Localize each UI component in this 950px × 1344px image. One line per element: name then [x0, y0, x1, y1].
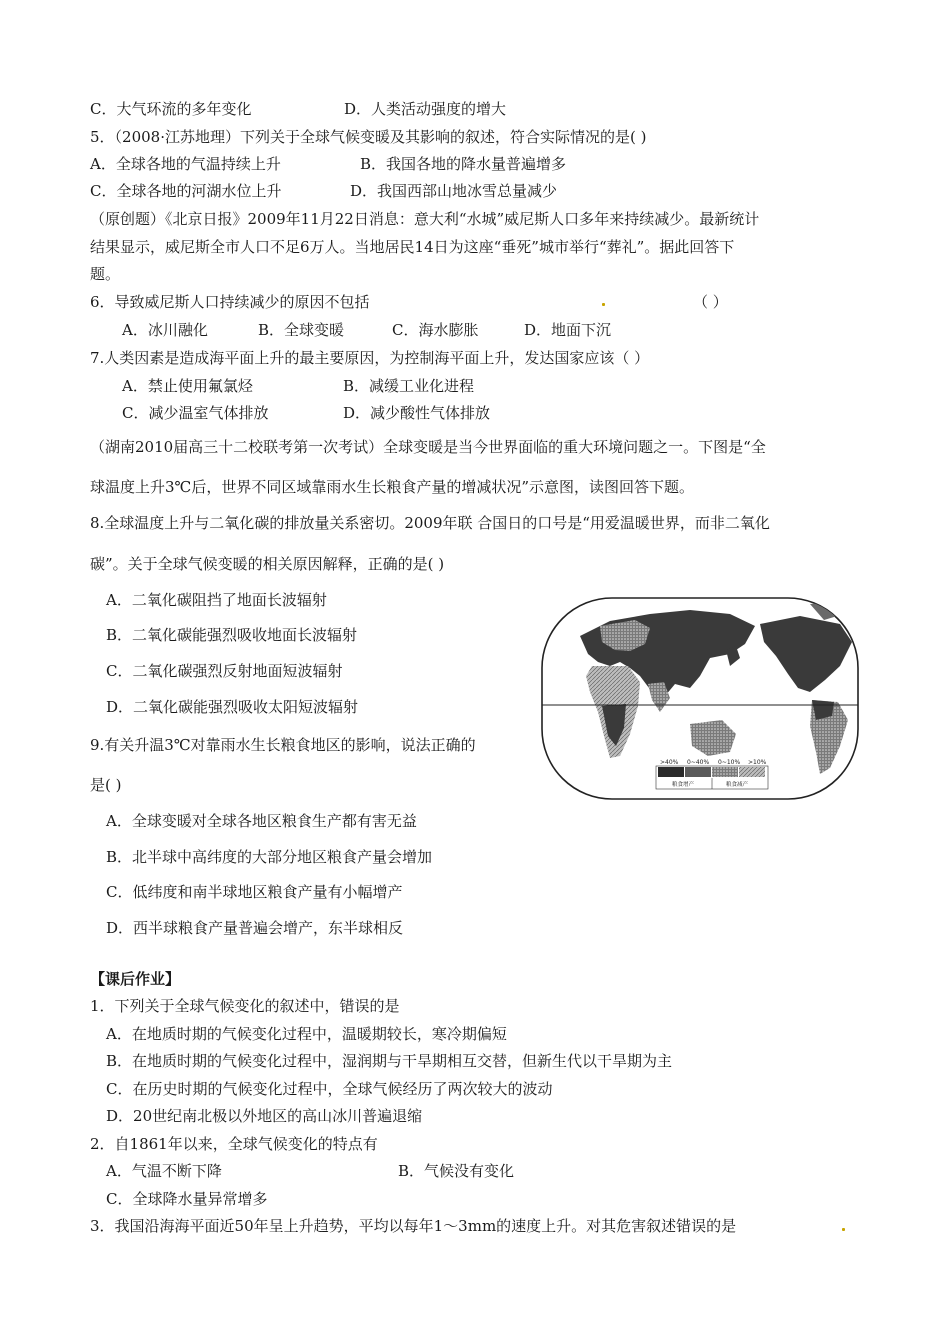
q8-option-b: B．二氧化碳能强烈吸收地面长波辐射: [106, 626, 358, 644]
legend-group-decrease: 粮食减产: [726, 782, 749, 788]
hw-question-2: 2．自1861年以来，全球气候变化的特点有: [90, 1135, 378, 1153]
q6-option-b: B．全球变暖: [258, 321, 345, 339]
legend-swatch-3: [712, 767, 738, 777]
passage-line-1: （原创题）《北京日报》2009年11月22日消息：意大利“水城”威尼斯人口多年来持续减少。最新统计: [90, 210, 760, 228]
q5-option-d: D．我国西部山地冰雪总量减少: [350, 182, 558, 200]
q5-option-a: A．全球各地的气温持续上升: [90, 155, 281, 173]
legend-label-3: 0~10%: [718, 759, 741, 766]
q9-option-b: B．北半球中高纬度的大部分地区粮食产量会增加: [106, 848, 433, 866]
passage-line-2: 结果显示，威尼斯全市人口不足6万人。当地居民14日为这座“垂死”城市举行“葬礼”。据此回答下: [90, 238, 735, 256]
hw-q1-option-d: D．20世纪南北极以外地区的高山冰川普遍退缩: [106, 1107, 423, 1125]
q6-option-c: C．海水膨胀: [392, 321, 479, 339]
q7-option-a: A．禁止使用氟氯烃: [122, 377, 253, 395]
q6-option-d: D．地面下沉: [524, 321, 612, 339]
q8-option-d: D．二氧化碳能强烈吸收太阳短波辐射: [106, 698, 359, 716]
question-7: 7.人类因素是造成海平面上升的最主要原因，为控制海平面上升，发达国家应该（ ）: [90, 349, 650, 367]
legend-group-increase: 粮食增产: [672, 782, 695, 788]
q6-option-a: A．冰川融化: [122, 321, 208, 339]
option-c-line: [90, 99, 251, 119]
q7-option-d: D．减少酸性气体排放: [343, 404, 491, 422]
legend-swatch-4: [739, 767, 765, 777]
q5-option-c: C．全球各地的河湖水位上升: [90, 182, 282, 200]
question-9: 9.有关升温3℃对靠雨水生长粮食地区的影响，说法正确的: [90, 736, 476, 754]
hw-question-1: 1．下列关于全球气候变化的叙述中，错误的是: [90, 997, 400, 1015]
legend-swatch-1: [658, 767, 684, 777]
hw-question-3: 3．我国沿海海平面近50年呈上升趋势，平均以每年1～3mm的速度上升。对其危害叙述错误的是: [90, 1217, 737, 1235]
question-6: 6．导致威尼斯人口持续减少的原因不包括: [90, 293, 370, 311]
question-8-cont: 碳”。关于全球气候变暖的相关原因解释，正确的是( ): [90, 555, 445, 573]
legend-label-1: >40%: [660, 759, 679, 766]
q7-option-b: B．减缓工业化进程: [343, 377, 475, 395]
q5-option-b: B．我国各地的降水量普遍增多: [360, 155, 567, 173]
question-9-cont: 是( ): [90, 776, 122, 794]
passage-2-line-2: 球温度上升3℃后，世界不同区域靠雨水生长粮食产量的增减状况”示意图，读图回答下题。: [90, 478, 694, 496]
hw-q1-option-a: A．在地质时期的气候变化过程中，温暖期较长，寒冷期偏短: [106, 1025, 507, 1043]
passage-2-line-1: （湖南2010届高三十二校联考第一次考试）全球变暖是当今世界面临的重大环境问题之一。下图是“全: [90, 438, 766, 456]
option-text: C．大气环流的多年变化: [90, 100, 252, 118]
hw-q1-option-b: B．在地质时期的气候变化过程中，湿润期与干旱期相互交替，但新生代以干旱期为主: [106, 1052, 673, 1070]
legend-label-2: 0~40%: [687, 759, 710, 766]
option-d-line: [344, 99, 506, 119]
option-text: D．人类活动强度的增大: [344, 100, 507, 118]
q9-option-c: C．低纬度和南半球地区粮食产量有小幅增产: [106, 883, 403, 901]
hw-q2-option-a: A．气温不断下降: [106, 1162, 222, 1180]
question-8: 8.全球温度上升与二氧化碳的排放量关系密切。2009年联 合国日的口号是“用爱温暖世界，而非二氧化: [90, 514, 770, 532]
speck-mark: [842, 1228, 845, 1231]
hw-q2-option-c: C．全球降水量异常增多: [106, 1190, 268, 1208]
homework-heading: 【课后作业】: [90, 970, 181, 988]
legend-swatch-2: [685, 767, 711, 777]
q7-option-c: C．减少温室气体排放: [122, 404, 269, 422]
passage-line-3: 题。: [90, 265, 121, 283]
q6-blank: （ ）: [693, 293, 728, 311]
q9-option-a: A．全球变暖对全球各地区粮食生产都有害无益: [106, 812, 417, 830]
q9-option-d: D．西半球粮食产量普遍会增产，东半球相反: [106, 919, 404, 937]
hw-q2-option-b: B．气候没有变化: [398, 1162, 515, 1180]
question-5: 5．（2008·江苏地理）下列关于全球气候变暖及其影响的叙述，符合实际情况的是( ): [90, 128, 647, 146]
world-map-figure: [540, 596, 860, 801]
legend-label-4: >10%: [748, 759, 767, 766]
speck-mark: [602, 303, 605, 306]
q8-option-a: A．二氧化碳阻挡了地面长波辐射: [106, 591, 327, 609]
hw-q1-option-c: C．在历史时期的气候变化过程中，全球气候经历了两次较大的波动: [106, 1080, 553, 1098]
q8-option-c: C．二氧化碳强烈反射地面短波辐射: [106, 662, 343, 680]
